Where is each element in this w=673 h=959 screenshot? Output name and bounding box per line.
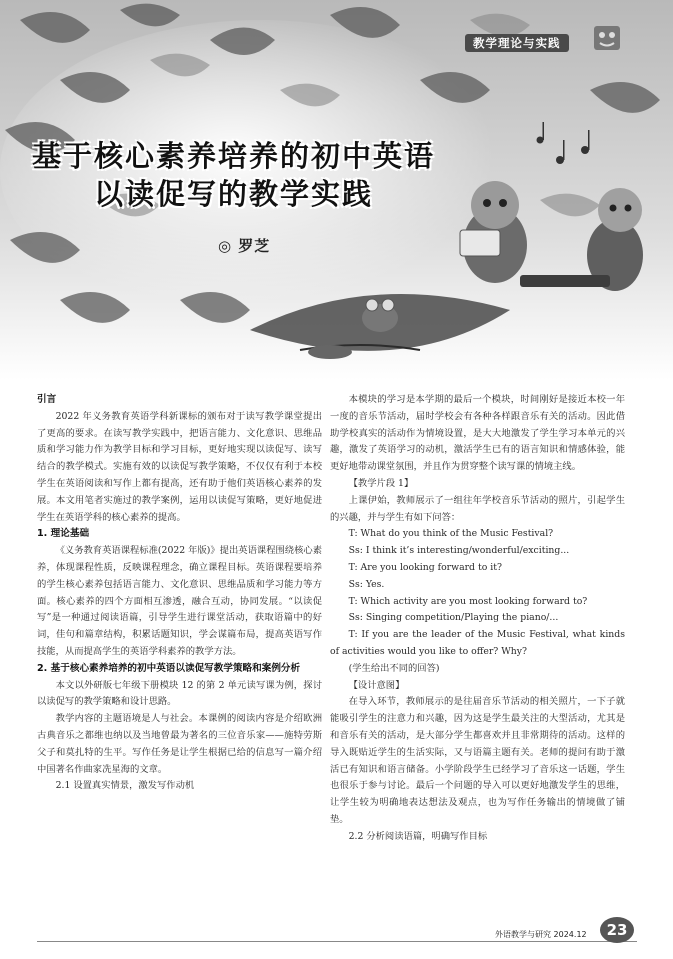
paragraph: 上课伊始，教师展示了一组往年学校音乐节活动的照片，引起学生的兴趣，并与学生有如下问答：: [330, 494, 625, 523]
article-title: [32, 137, 452, 213]
paragraph: 【设计意图】: [348, 679, 405, 691]
paragraph: 2022 年义务教育英语学科新课标的颁布对于读写教学课堂提出了更高的要求。在读写教学实践中，把语言能力、文化意识、思维品质和学习能力作为教学目标和学习目标，更好地实现以读促写、读写结合的教学模式。实施有效的以读促写教学策略，不仅仅有利于本校学生在英语阅读和写作上都有提高，还有助于他们英语核心素养的发展。本文用笔者实施过的教学案例，运用以读促写策略，更好地促进学生在英语学科的核心素养的提高。: [37, 410, 322, 523]
title-line-1: 基于核心素养培养的初中英语: [32, 139, 436, 173]
title-line-2: 以读促写的教学实践: [94, 177, 374, 211]
paragraph: 本模块的学习是本学期的最后一个模块，时间刚好是接近本校一年一度的音乐节活动，届时学校会有各种各样跟音乐有关的活动。因此借助学校真实的活动作为情境设置，是大大地激发了学生学习本单元的兴趣，激发了英语学习的动机，激活学生已有的语言知识和情感体验，能更好地带动课堂氛围，并且作为贯穿整个读写课的情境主线。: [330, 394, 625, 473]
paragraph: 2.1 设置真实情景，激发写作动机: [55, 780, 195, 792]
paragraph: Ss: Singing competition/Playing the piano/...: [348, 612, 559, 624]
section-badge: 教学理论与实践: [465, 34, 569, 52]
right-column: [330, 392, 625, 846]
paragraph: (学生给出不同的回答): [348, 662, 440, 674]
page-number: 23: [600, 917, 634, 943]
author-name: ◎ 罗芝: [218, 237, 271, 255]
paragraph: T: If you are the leader of the Music Festival, what kinds of activities would you like to offer? Why?: [330, 629, 625, 657]
footer-rule: [37, 941, 637, 942]
paragraph: 在导入环节，教师展示的是往届音乐节活动的相关照片，一下子就能吸引学生的注意力和兴趣，因为这是学生最关注的大型活动，尤其是和音乐有关的活动，是大部分学生都喜欢并且非常期待的活动。这样的导入既贴近学生的生活实际，又与语篇主题有关。老师的提问有助于激活已有知识和语言储备。小学阶段学生已经学习了音乐这一话题，学生也很乐于参与讨论。最后一个问题的导入可以更好地激发学生的思维，让学生较为明确地表达想法及观点，也为写作任务输出的情境做了铺垫。: [330, 696, 625, 825]
paragraph: 本文以外研版七年级下册模块 12 的第 2 单元读写课为例，探讨以读促写的教学策略和设计思路。: [37, 679, 322, 708]
paragraph: T: What do you think of the Music Festival?: [348, 528, 554, 540]
left-column: [37, 392, 322, 795]
paragraph: 《义务教育英语课程标准(2022 年版)》提出英语课程围绕核心素养，体现课程性质，反映课程理念，确立课程目标。英语课程要培养的学生核心素养包括语言能力、文化意识、思维品质和学习能力等方面。核心素养的四个方面相互渗透，融合互动，协同发展。“以读促写”是一种通过阅读语篇，引导学生进行课堂活动，获取语篇中的好词，佳句和篇章结构，积累话题知识，学会谋篇布局，提高英语写作技能，从而提高学生的英语学科素养的教学方法。: [37, 545, 322, 657]
section-heading: 引言: [37, 394, 57, 405]
journal-footer: 外语教学与研究 2024.12: [495, 930, 587, 939]
paragraph: T: Which activity are you most looking forward to?: [348, 595, 588, 607]
paragraph: 【教学片段 1】: [348, 477, 414, 489]
section-heading: 2. 基于核心素养培养的初中英语以读促写教学策略和案例分析: [37, 662, 301, 674]
paragraph: Ss: I think it’s interesting/wonderful/exciting...: [348, 545, 570, 557]
section-heading: 1. 理论基础: [37, 528, 90, 540]
paragraph: T: Are you looking forward to it?: [348, 561, 502, 573]
paragraph: Ss: Yes.: [348, 578, 385, 590]
paragraph: 2.2 分析阅读语篇，明确写作目标: [348, 830, 488, 842]
paragraph: 教学内容的主题语境是人与社会。本课例的阅读内容是介绍欧洲古典音乐之都维也纳以及当地曾最为著名的三位音乐家——施特劳斯父子和莫扎特的生平。写作任务是让学生根据已给的信息写一篇介绍中国著名作曲家冼星海的文章。: [37, 713, 322, 775]
